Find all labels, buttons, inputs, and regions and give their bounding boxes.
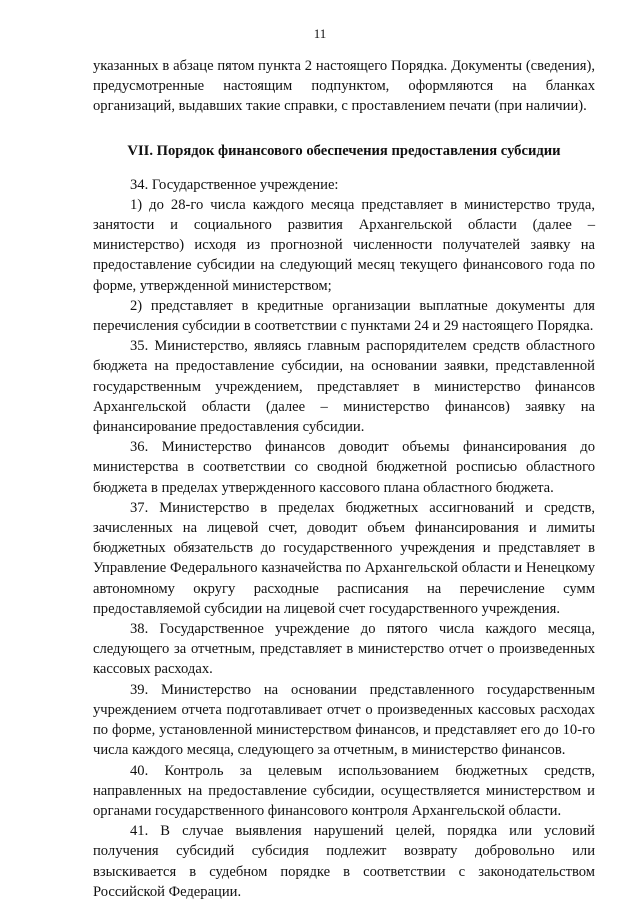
- document-body: [93, 56, 595, 902]
- paragraph-38: 38. Государственное учреждение до пятого числа каждого месяца, следующего за отчетным, представляет в министерство отчет о произведенных кассовых расходах.: [93, 621, 595, 678]
- paragraph-34-item-1: 1) до 28-го числа каждого месяца представляет в министерство труда, занятости и социального развития Архангельской области (далее – министерство) исходя из прогнозной численности получателей заявку на предоставление субсидии на следующий месяц текущего финансового года по форме, утвержденной министерством;: [93, 196, 595, 294]
- section-heading: VII. Порядок финансового обеспечения предоставления субсидии: [127, 142, 561, 159]
- paragraph-39: 39. Министерство на основании представленного государственным учреждением отчета подготавливает отчет о произведенных кассовых расходах по форме, установленной министерством финансов, и представляет его до 10-го числа каждого месяца, следующего за отчетным, в министерство финансов.: [93, 681, 595, 759]
- paragraph-41: 41. В случае выявления нарушений целей, порядка или условий получения субсидий субсидия подлежит возврату добровольно или взыскивается в судебном порядке в соответствии с законодательством Российской Федерации.: [93, 823, 595, 900]
- paragraph-36: 36. Министерство финансов доводит объемы финансирования до министерства в соответствии со сводной бюджетной росписью областного бюджета в пределах утвержденного кассового плана областного бюджета.: [93, 439, 595, 496]
- paragraph-40: 40. Контроль за целевым использованием бюджетных средств, направленных на предоставление субсидии, осуществляется министерством и органами государственного финансового контроля Архангельской области.: [93, 762, 595, 819]
- page-number: 11: [313, 26, 327, 41]
- intro-paragraph: указанных в абзаце пятом пункта 2 настоящего Порядка. Документы (сведения), предусмотренные настоящим подпунктом, оформляются на бланках организаций, выдавших такие справки, с проставлением печати (при наличии).: [93, 58, 595, 115]
- paragraph-34-item-2: 2) представляет в кредитные организации выплатные документы для перечисления субсидии в соответствии с пунктами 24 и 29 настоящего Порядка.: [93, 297, 595, 335]
- paragraph-34: 34. Государственное учреждение:: [130, 176, 339, 193]
- paragraph-37: 37. Министерство в пределах бюджетных ассигнований и средств, зачисленных на лицевой счет, доводит объем финансирования и лимиты бюджетных обязательств до государственного учреждения и представляет в Управление Федерального казначейства по Архангельской области и Ненецкому автономному округу расходные расписания на перечисление сумм предоставляемой субсидии на лицевой счет государственного учреждения.: [93, 499, 595, 617]
- paragraph-35: 35. Министерство, являясь главным распорядителем средств областного бюджета на предоставление субсидии, на основании заявки, представленной государственным учреждением, представляет в министерство финансов Архангельской области (далее – министерство финансов) заявку на финансирование предоставления субсидии.: [93, 338, 595, 436]
